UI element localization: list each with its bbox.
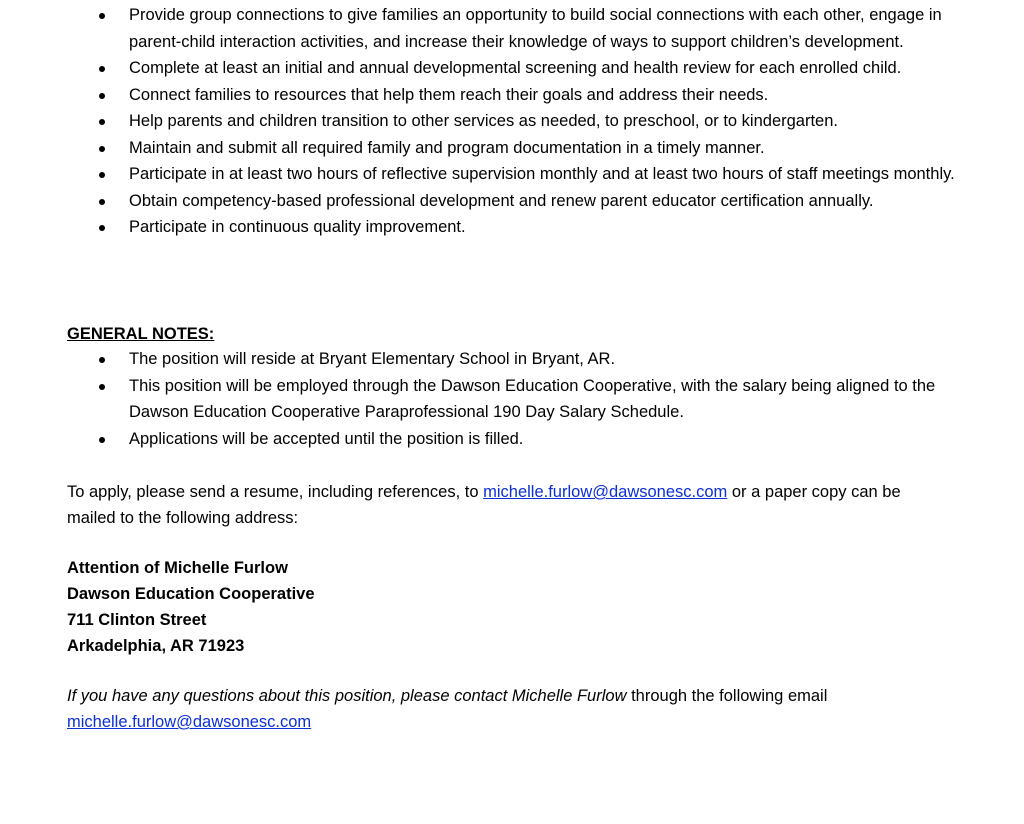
- contact-email-link[interactable]: michelle.furlow@dawsonesc.com: [67, 713, 312, 731]
- duties-list: [0, 2, 1024, 241]
- list-item-text: Obtain competency-based professional development and renew parent educator certification annually.: [129, 191, 874, 210]
- list-item: [0, 82, 1024, 109]
- contact-info: [67, 683, 947, 735]
- bullet-icon: [99, 225, 105, 231]
- list-item-text: This position will be employed through the Dawson Education Cooperative, with the salary being aligned to the Dawson Education Cooperative Paraprofessional 190 Day Salary Schedule.: [129, 376, 936, 421]
- list-item: [0, 108, 1024, 135]
- bullet-icon: [99, 13, 105, 19]
- address-line: Arkadelphia, AR 71923: [67, 637, 245, 655]
- apply-instructions: [67, 479, 947, 531]
- list-item: [0, 55, 1024, 82]
- list-item: [0, 346, 1024, 373]
- apply-email-link[interactable]: michelle.furlow@dawsonesc.com: [483, 483, 728, 501]
- bullet-icon: [99, 146, 105, 152]
- bullet-icon: [99, 66, 105, 72]
- address-line: Dawson Education Cooperative: [67, 585, 315, 603]
- bullet-icon: [99, 437, 105, 443]
- general-notes-list: [0, 346, 1024, 452]
- bullet-icon: [99, 119, 105, 125]
- list-item: [0, 214, 1024, 241]
- bullet-icon: [99, 172, 105, 178]
- bullet-icon: [99, 93, 105, 99]
- list-item-text: The position will reside at Bryant Elementary School in Bryant, AR.: [129, 350, 616, 368]
- contact-italic-text: If you have any questions about this position, please contact Michelle Furlow: [67, 687, 627, 705]
- list-item: [0, 135, 1024, 162]
- apply-text-after: or a paper copy can be mailed to the following address:: [67, 483, 901, 527]
- apply-text: To apply, please send a resume, including references, to: [67, 483, 484, 501]
- list-item: [0, 161, 1024, 188]
- list-item: [0, 2, 1024, 55]
- general-notes-heading: GENERAL NOTES:: [67, 325, 215, 343]
- bullet-icon: [99, 357, 105, 363]
- bullet-icon: [99, 384, 105, 390]
- list-item: [0, 373, 1024, 426]
- mailing-address: [67, 555, 947, 659]
- list-item: [0, 188, 1024, 215]
- list-item-text: Applications will be accepted until the position is filled.: [129, 429, 524, 448]
- list-item-text: Participate in at least two hours of reflective supervision monthly and at least two hours of staff meetings monthly.: [129, 165, 955, 183]
- list-item: [0, 426, 1024, 453]
- address-line: Attention of Michelle Furlow: [67, 559, 288, 577]
- address-line: 711 Clinton Street: [67, 611, 207, 629]
- list-item-text: Provide group connections to give families an opportunity to build social connections with each other, engage in parent-child interaction activities, and increase their knowledge of ways to support children’s development.: [129, 6, 942, 51]
- list-item-text: Help parents and children transition to other services as needed, to preschool, or to kindergarten.: [129, 112, 838, 130]
- list-item-text: Maintain and submit all required family and program documentation in a timely manner.: [129, 138, 765, 157]
- contact-text: through the following email: [626, 687, 828, 705]
- list-item-text: Participate in continuous quality improvement.: [129, 218, 466, 236]
- list-item-text: Connect families to resources that help them reach their goals and address their needs.: [129, 85, 769, 104]
- bullet-icon: [99, 199, 105, 205]
- list-item-text: Complete at least an initial and annual developmental screening and health review for each enrolled child.: [129, 59, 902, 77]
